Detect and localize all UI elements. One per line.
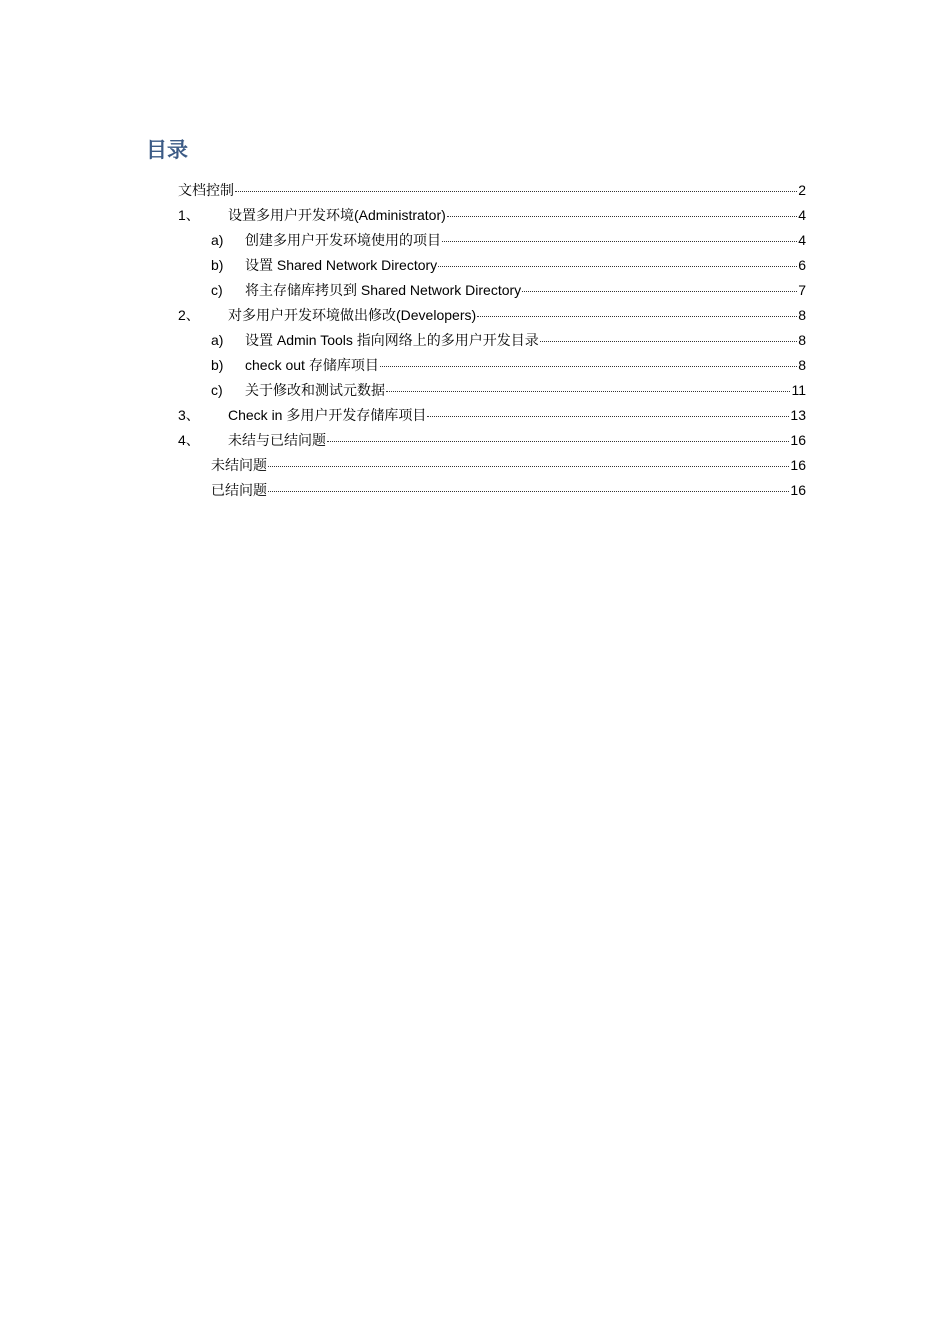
toc-entry-section-1b[interactable]: [0, 253, 950, 278]
toc-entry-title: 对多用户开发环境做出修改(Developers): [228, 307, 477, 323]
toc-entry-title: Check in 多用户开发存储库项目: [228, 407, 427, 423]
toc-entry-number: 3、: [178, 407, 200, 423]
toc-entry-title: check out 存储库项目: [245, 357, 379, 373]
toc-entry-page: 8: [798, 357, 806, 373]
toc-entry-page: 13: [790, 407, 806, 423]
toc-entry-section-2c[interactable]: [0, 378, 950, 403]
toc-entry-page: 8: [798, 307, 806, 323]
toc-entry-number: 1、: [178, 207, 200, 223]
toc-entry-number: 2、: [178, 307, 200, 323]
toc-entry-open-issues[interactable]: [0, 453, 950, 478]
toc-entry-title: 设置多用户开发环境(Administrator): [228, 207, 446, 223]
toc-dot-leader: [235, 179, 797, 192]
toc-dot-leader: [540, 329, 797, 342]
toc-entry-page: 16: [790, 457, 806, 473]
toc-entry-page: 16: [790, 432, 806, 448]
toc-dot-leader: [427, 404, 789, 417]
toc-entry-title: 将主存储库拷贝到 Shared Network Directory: [245, 282, 522, 298]
toc-entry-number: c): [211, 282, 223, 298]
toc-entry-number: 4、: [178, 432, 200, 448]
toc-entry-title: 关于修改和测试元数据: [245, 382, 385, 398]
toc-dot-leader: [386, 379, 790, 392]
toc-dot-leader: [327, 429, 789, 442]
toc-heading: 目录: [146, 137, 188, 162]
toc-entry-document-control[interactable]: [0, 178, 950, 203]
toc-list: [0, 178, 950, 503]
toc-entry-section-2a[interactable]: [0, 328, 950, 353]
toc-entry-page: 6: [798, 257, 806, 273]
toc-entry-section-4[interactable]: [0, 428, 950, 453]
toc-dot-leader: [442, 229, 797, 242]
toc-entry-title: 未结与已结问题: [228, 432, 326, 448]
toc-entry-section-3[interactable]: [0, 403, 950, 428]
toc-entry-section-2b[interactable]: [0, 353, 950, 378]
toc-entry-number: c): [211, 382, 223, 398]
toc-entry-page: 2: [798, 182, 806, 198]
toc-entry-page: 4: [798, 207, 806, 223]
toc-entry-page: 7: [798, 282, 806, 298]
toc-entry-section-1c[interactable]: [0, 278, 950, 303]
toc-entry-number: b): [211, 357, 224, 373]
toc-entry-title: 文档控制: [178, 182, 234, 198]
toc-dot-leader: [522, 279, 797, 292]
toc-entry-closed-issues[interactable]: [0, 478, 950, 503]
toc-entry-title: 已结问题: [211, 482, 267, 498]
toc-dot-leader: [268, 479, 789, 492]
toc-entry-title: 创建多用户开发环境使用的项目: [245, 232, 441, 248]
toc-entry-page: 8: [798, 332, 806, 348]
toc-entry-section-1a[interactable]: [0, 228, 950, 253]
toc-entry-number: a): [211, 232, 224, 248]
toc-entry-page: 4: [798, 232, 806, 248]
toc-entry-number: b): [211, 257, 224, 273]
toc-entry-title: 设置 Shared Network Directory: [245, 257, 438, 273]
toc-entry-page: 16: [790, 482, 806, 498]
toc-dot-leader: [268, 454, 789, 467]
toc-entry-section-1[interactable]: [0, 203, 950, 228]
toc-dot-leader: [477, 304, 797, 317]
toc-dot-leader: [447, 204, 797, 217]
toc-entry-page: 11: [791, 382, 806, 398]
toc-entry-title: 未结问题: [211, 457, 267, 473]
toc-entry-title: 设置 Admin Tools 指向网络上的多用户开发目录: [245, 332, 539, 348]
toc-entry-number: a): [211, 332, 224, 348]
toc-entry-section-2[interactable]: [0, 303, 950, 328]
toc-dot-leader: [380, 354, 797, 367]
toc-dot-leader: [438, 254, 797, 267]
